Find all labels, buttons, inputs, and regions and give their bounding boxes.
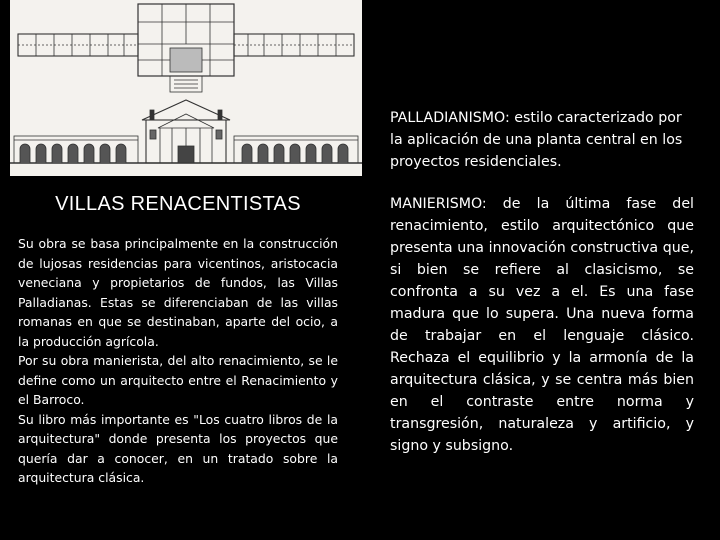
floor-plan xyxy=(18,4,354,92)
palladianismo-definition: PALLADIANISMO: estilo caracterizado por la aplicación de una planta central en los proyectos residenciales. xyxy=(390,110,683,170)
villas-description xyxy=(18,234,338,488)
manierismo-definition: MANIERISMO: de la última fase del renacimiento, estilo arquitectónico que presenta una innovación constructiva que, si bien se refiere al clasicismo, se confronta a su vez a el. Es una fase madura que lo supera. Una nueva forma de trabajar en el lenguaje clásico. Rechaza el equilibrio y la armonía de la arquitectura clásica, y se centra más bien en el contraste entre norma y transgresión, naturaleza y artificio, y signo y subsigno. xyxy=(390,196,694,454)
page-title: VILLAS RENACENTISTAS xyxy=(55,193,301,215)
elevation xyxy=(10,100,362,163)
paragraph-villas: Su obra se basa principalmente en la construcción de lujosas residencias para vicentinos, aristocacia veneciana y propietarios de fundos, las Villas Palladianas. Estas se diferenciaban de las villas romanas en que se destinaban, aparte del ocio, a la producción agrícola. xyxy=(18,236,338,349)
paragraph-manierista: Por su obra manierista, del alto renacimiento, se le define como un arquitecto entre el Renacimiento y el Barroco. xyxy=(18,353,338,407)
paragraph-libro: Su libro más importante es "Los cuatro libros de la arquitectura" donde presenta los proyectos que quería dar a conocer, en un tratado sobre la arquitectura clásica. xyxy=(18,411,338,485)
villa-plan-elevation-drawing-icon xyxy=(10,0,362,176)
